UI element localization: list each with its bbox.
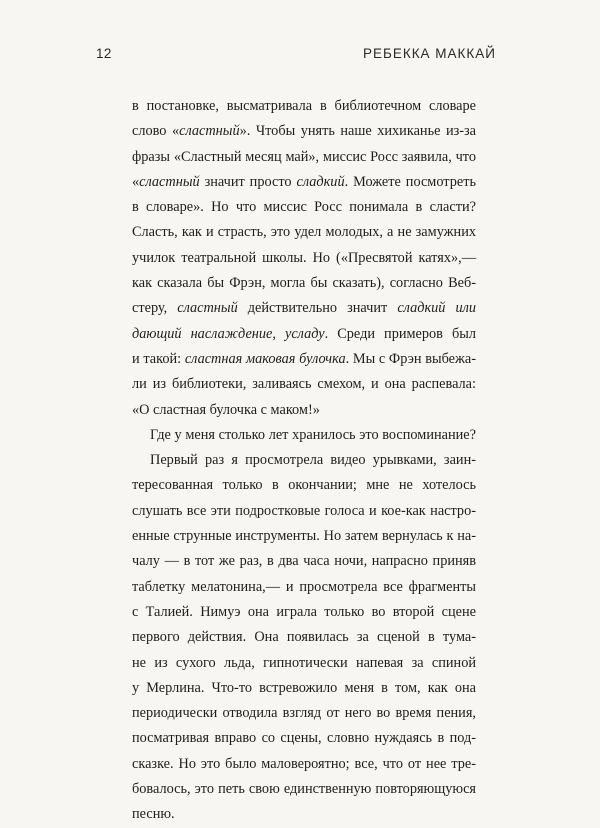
text-line: [132, 322, 476, 347]
running-head: [96, 46, 496, 66]
text-line: [132, 220, 476, 245]
text-run: бовалось, это петь свою единственную повторяющуюся: [132, 781, 476, 798]
text-run: в постановке, высматривала в библиотечном словаре: [132, 98, 476, 114]
text-run: и такой:: [132, 350, 185, 367]
italic-text: сладкий или: [397, 300, 476, 317]
text-run: таблетку мелатонина,— и просмотрела все фрагменты: [132, 578, 476, 595]
text-run: посматривая вправо со сцены, словно нуждаясь в под-: [132, 730, 476, 747]
text-run: с Талией. Нимуэ она играла только во второй сцене: [132, 603, 476, 620]
text-run: не из сухого льда, гипнотически напевая за спиной: [132, 654, 476, 671]
text-line: [132, 145, 476, 170]
text-line: [132, 423, 476, 448]
italic-text: сластный: [179, 123, 240, 140]
italic-text: дающий наслаждение, усладу: [132, 325, 325, 342]
italic-text: сластный: [177, 300, 238, 317]
text-line: [132, 119, 476, 144]
text-run: сказке. Но это было маловероятно; все, что от нее тре-: [132, 755, 476, 772]
text-line: [132, 170, 476, 195]
text-run: «: [132, 173, 140, 190]
italic-text: сладкий: [296, 173, 345, 190]
text-line: [132, 549, 476, 574]
text-line: [132, 296, 476, 321]
italic-text: сластный: [139, 173, 200, 190]
text-run: значит просто: [199, 173, 297, 190]
text-line: [132, 398, 476, 423]
text-line: [132, 94, 476, 119]
text-run: енные струнные инструменты. Но затем вернулась к на-: [132, 528, 476, 545]
body-text: [132, 94, 476, 828]
text-line: [132, 600, 476, 625]
text-run: периодически отводила взгляд от него во время пения,: [132, 705, 476, 722]
text-run: ли из библиотеки, заливаясь смехом, и она распевала:: [132, 376, 476, 393]
text-line: [132, 802, 476, 827]
text-line: [132, 726, 476, 751]
text-line: [132, 701, 476, 726]
running-head-author: РЕБЕККА МАККАЙ: [362, 46, 496, 61]
text-line: [132, 473, 476, 498]
text-run: училок театральной школы. Но («Пресвятой катях»,—: [132, 249, 476, 266]
text-run: песню.: [132, 806, 175, 823]
text-line: [132, 347, 476, 372]
text-line: [132, 195, 476, 220]
text-run: «О сластная булочка с маком!»: [132, 401, 320, 418]
text-line: [132, 625, 476, 650]
text-run: . Среди примеров был: [324, 325, 476, 342]
text-run: как сказала бы Фрэн, могла бы сказать), согласно Веб-: [132, 275, 476, 292]
text-run: ». Чтобы унять наше хихиканье из-за: [239, 123, 476, 140]
text-line: [132, 651, 476, 676]
text-run: у Мерлина. Что-то встревожило меня в том, как она: [132, 679, 476, 696]
text-run: действительно значит: [237, 300, 398, 317]
text-run: стеру,: [132, 300, 178, 317]
text-run: первого действия. Она появилась за сценой в тума-: [132, 629, 476, 646]
text-run: чалу — в тот же раз, в два часа ночи, напрасно приняв: [132, 553, 476, 570]
text-line: [132, 676, 476, 701]
text-run: в словаре». Но что миссис Росс понимала в сласти?: [132, 199, 476, 216]
text-line: [132, 524, 476, 549]
text-run: . Можете посмотреть: [344, 173, 476, 190]
text-line: [132, 271, 476, 296]
text-run: фразы «Сластный месяц май», миссис Росс заявила, что: [132, 148, 476, 165]
italic-text: сластная маковая булочка: [184, 350, 346, 367]
text-run: Сласть, как и страсть, это удел молодых, а не замужних: [132, 224, 476, 241]
text-run: тересованная только в окончании; мне не хотелось: [132, 477, 476, 494]
text-line: [132, 448, 476, 473]
text-line: [132, 499, 476, 524]
text-line: [132, 575, 476, 600]
text-run: слово «: [132, 123, 180, 140]
text-run: Первый раз я просмотрела видео урывками, заин-: [150, 452, 476, 469]
text-line: [132, 246, 476, 271]
text-line: [132, 372, 476, 397]
text-run: слушать все эти подростковые голоса и кое-как настро-: [132, 502, 476, 519]
text-run: . Мы с Фрэн выбежа-: [345, 350, 476, 367]
page-number: 12: [96, 46, 112, 61]
text-line: [132, 777, 476, 802]
text-run: Где у меня столько лет хранилось это воспоминание?: [150, 426, 476, 443]
text-line: [132, 752, 476, 777]
